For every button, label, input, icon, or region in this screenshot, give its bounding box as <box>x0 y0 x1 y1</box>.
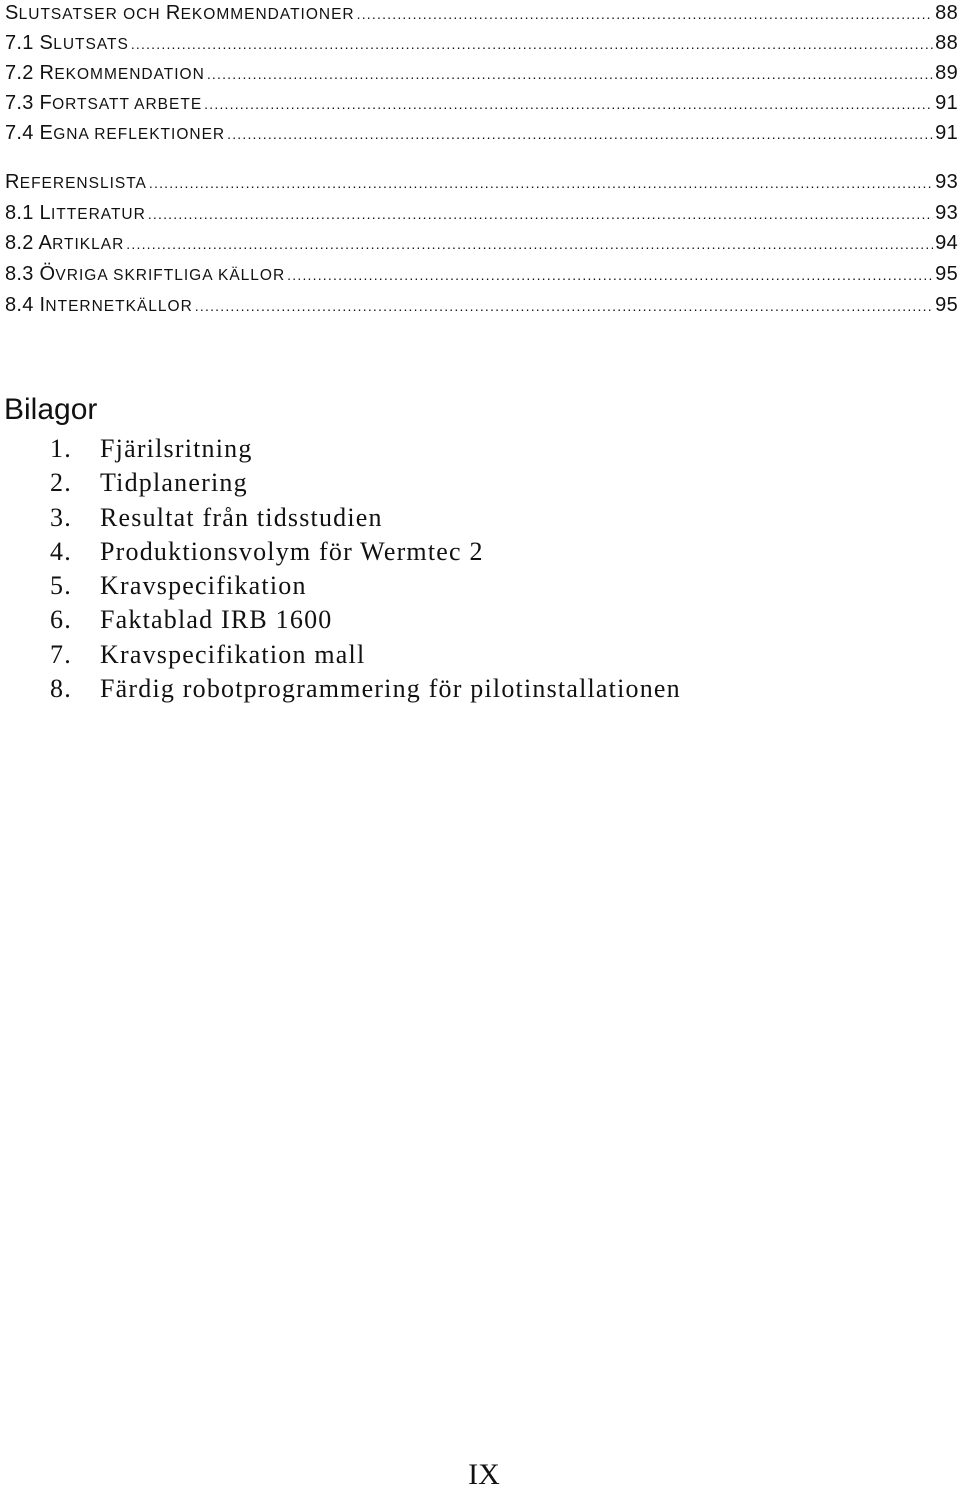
list-item-label: Faktablad IRB 1600 <box>100 605 333 635</box>
toc-title-lead: 8.1 L <box>5 202 51 224</box>
list-item-label: Resultat från tidsstudien <box>100 502 383 532</box>
list-item-number: 5. <box>50 571 72 601</box>
toc-entry-egna-reflektioner[interactable] <box>5 120 958 150</box>
list-item-label: Kravspecifikation <box>100 571 307 601</box>
bilagor-heading: Bilagor <box>4 393 98 426</box>
list-item <box>50 535 681 569</box>
list-item <box>50 466 681 500</box>
list-item-label: Tidplanering <box>100 468 248 498</box>
toc-dot-leader <box>207 61 933 87</box>
list-item-number: 2. <box>50 468 72 498</box>
toc-entry-slutsats[interactable] <box>5 30 958 60</box>
toc-title-rest: RTIKLAR <box>52 236 125 253</box>
toc-dot-leader <box>357 1 934 27</box>
toc-page-number: 91 <box>935 122 958 144</box>
toc-title-lead: R <box>5 171 20 193</box>
toc-dot-leader <box>227 121 933 147</box>
toc-page-number: 88 <box>935 2 958 24</box>
toc-title-rest: GNA REFLEKTIONER <box>53 126 226 143</box>
page-number: IX <box>468 1458 500 1491</box>
list-item-number: 6. <box>50 605 72 635</box>
toc-entry-title <box>5 60 205 88</box>
list-item-number: 7. <box>50 639 72 669</box>
toc-page-number: 94 <box>935 232 958 254</box>
toc-dot-leader <box>287 262 933 288</box>
toc-title-rest: NTERNETKÄLLOR <box>45 298 193 315</box>
list-item <box>50 569 681 603</box>
toc-dot-leader <box>148 201 933 227</box>
toc-entry-rekommendation[interactable] <box>5 60 958 90</box>
list-item-number: 1. <box>50 434 72 463</box>
list-item-number: 8. <box>50 674 72 704</box>
toc-title-rest: LUTSATS <box>53 36 129 53</box>
bilagor-list <box>50 432 681 706</box>
toc-page-number: 88 <box>935 32 958 54</box>
toc-title-rest: ITTERATUR <box>50 206 146 223</box>
toc-page-number: 89 <box>935 62 958 84</box>
toc-title-rest: ORTSATT ARBETE <box>52 96 203 113</box>
toc-title-lead: 8.2 A <box>5 232 53 254</box>
toc-entry-title <box>5 200 146 228</box>
toc-entry-ovriga-skriftliga-kallor[interactable] <box>5 261 958 291</box>
list-item-number: 3. <box>50 502 72 532</box>
toc-title-lead: 8.3 Ö <box>5 263 56 285</box>
toc-entry-internetkallor[interactable] <box>5 292 958 322</box>
toc-title-lead: 7.1 S <box>5 32 54 54</box>
list-item-label: Färdig robotprogrammering för pilotinstallationen <box>100 674 681 704</box>
toc-title-rest: EKOMMENDATIONER <box>180 6 355 23</box>
toc-page-number: 93 <box>935 202 958 224</box>
toc-page-number: 95 <box>935 294 958 316</box>
toc-entry-title <box>5 292 193 320</box>
toc-title-rest: EKOMMENDATION <box>54 66 205 83</box>
list-item-label: Fjärilsritning <box>100 434 253 463</box>
toc-title-lead: S <box>5 2 19 24</box>
list-item <box>50 603 681 637</box>
list-item <box>50 638 681 672</box>
toc-entry-slutsatser[interactable] <box>5 0 958 30</box>
toc-entry-title <box>5 0 355 28</box>
list-item-number: 4. <box>50 536 72 566</box>
toc-title-rest: VRIGA SKRIFTLIGA KÄLLOR <box>55 267 286 284</box>
toc-dot-leader <box>131 31 933 57</box>
list-item-label: Produktionsvolym för Wermtec 2 <box>100 536 484 566</box>
toc-entry-litteratur[interactable] <box>5 200 958 230</box>
toc-entry-title <box>5 230 124 258</box>
toc-page-number: 95 <box>935 263 958 285</box>
toc-entry-title <box>5 261 285 289</box>
list-item <box>50 501 681 535</box>
list-item-label: Kravspecifikation mall <box>100 639 366 669</box>
toc-dot-leader <box>195 293 933 319</box>
toc-title-lead: 7.3 F <box>5 92 53 114</box>
toc-title-lead: 7.4 E <box>5 122 54 144</box>
toc-title-rest: LUTSATSER OCH <box>18 6 166 23</box>
toc-dot-leader <box>204 91 933 117</box>
list-item <box>50 432 681 466</box>
toc-entry-title <box>5 90 202 118</box>
toc-title-lead: 7.2 R <box>5 62 55 84</box>
toc-entry-artiklar[interactable] <box>5 230 958 260</box>
toc-entry-title <box>5 120 225 148</box>
toc-entry-referenslista[interactable] <box>5 169 958 199</box>
toc-dot-leader <box>126 231 933 257</box>
toc-title-lead: 8.4 I <box>5 294 46 316</box>
toc-entry-title <box>5 30 129 58</box>
toc-page-number: 93 <box>935 171 958 193</box>
toc-title-rest: EFERENSLISTA <box>19 175 147 192</box>
toc-dot-leader <box>149 170 933 196</box>
toc-entry-title <box>5 169 147 197</box>
toc-page-number: 91 <box>935 92 958 114</box>
toc-entry-fortsatt-arbete[interactable] <box>5 90 958 120</box>
toc-title-lead: R <box>165 2 181 24</box>
list-item <box>50 672 681 706</box>
